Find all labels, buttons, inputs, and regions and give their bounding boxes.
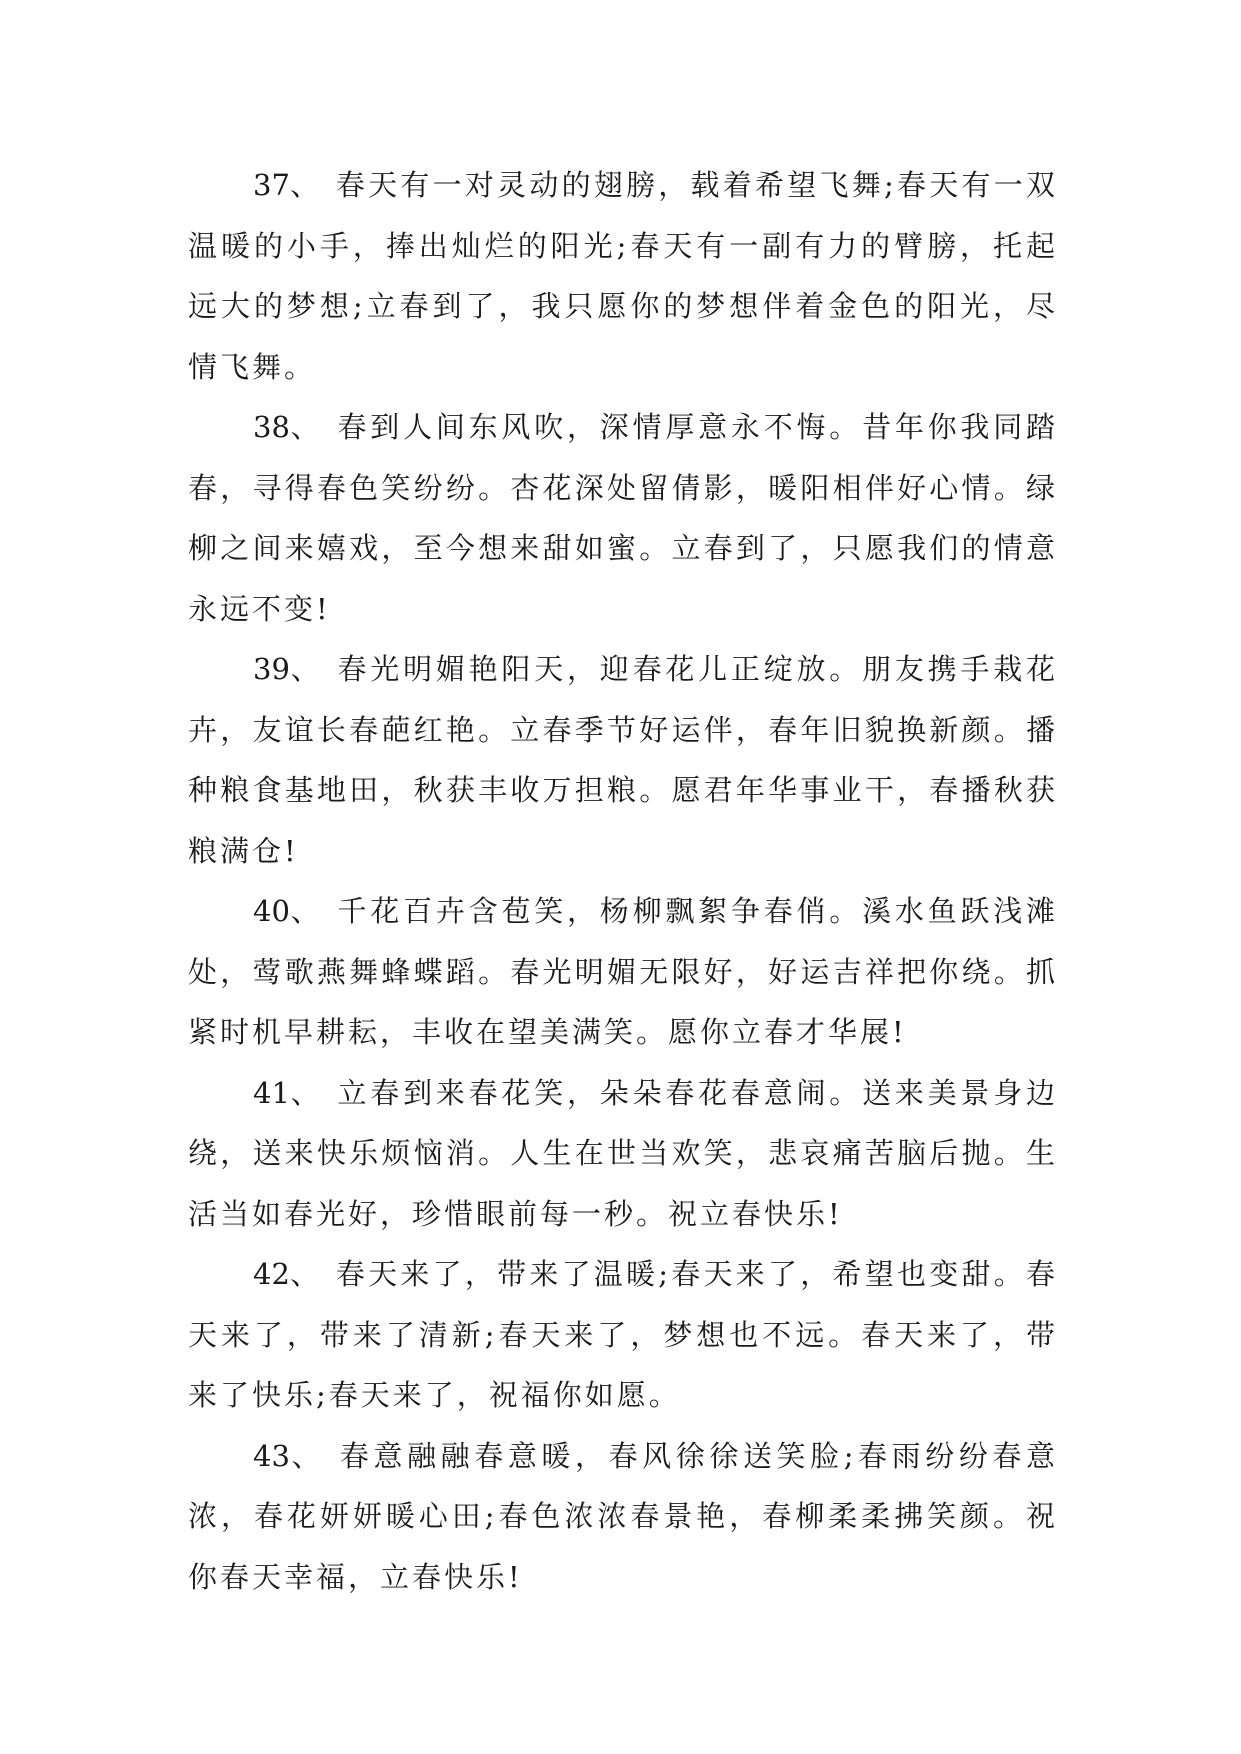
paragraph-text: 春到人间东风吹，深情厚意永不悔。昔年你我同踏春，寻得春色笑纷纷。杏花深处留倩影，暖阳相伴好心情。绿柳之间来嬉戏，至今想来甜如蜜。立春到了，只愿我们的情意永远不变!: [188, 410, 1059, 626]
paragraph-41: [188, 1063, 1058, 1245]
paragraph-text: 千花百卉含苞笑，杨柳飘絮争春俏。溪水鱼跃浅滩处，莺歌燕舞蜂蝶蹈。春光明媚无限好，好运吉祥把你绕。抓紧时机早耕耘，丰收在望美满笑。愿你立春才华展!: [188, 894, 1059, 1049]
paragraph-text: 春意融融春意暖，春风徐徐送笑脸;春雨纷纷春意浓，春花妍妍暖心田;春色浓浓春景艳，春柳柔柔拂笑颜。祝你春天幸福，立春快乐!: [188, 1438, 1058, 1594]
paragraph-text: 春天来了，带来了温暖;春天来了，希望也变甜。春天来了，带来了清新;春天来了，梦想也不远。春天来了，带来了快乐;春天来了，祝福你如愿。: [188, 1257, 1058, 1412]
paragraph-39: [188, 639, 1058, 881]
paragraph-number: 37、: [253, 168, 320, 202]
paragraph-40: [188, 881, 1058, 1063]
paragraph-43: [188, 1426, 1058, 1608]
document-page: [188, 155, 1058, 1607]
paragraph-number: 40、: [253, 894, 321, 928]
paragraph-42: [188, 1244, 1058, 1426]
paragraph-38: [188, 397, 1058, 639]
paragraph-number: 43、: [253, 1438, 323, 1473]
paragraph-text: 立春到来春花笑，朵朵春花春意闹。送来美景身边绕，送来快乐烦恼消。人生在世当欢笑，悲哀痛苦脑后抛。生活当如春光好，珍惜眼前每一秒。祝立春快乐!: [188, 1075, 1059, 1231]
paragraph-number: 41、: [253, 1075, 321, 1110]
paragraph-text: 春光明媚艳阳天，迎春花儿正绽放。朋友携手栽花卉，友谊长春葩红艳。立春季节好运伴，春年旧貌换新颜。播种粮食基地田，秋获丰收万担粮。愿君年华事业干，春播秋获粮满仓!: [188, 652, 1059, 868]
paragraph-number: 42、: [253, 1257, 320, 1291]
paragraph-37: [188, 155, 1058, 397]
paragraph-number: 39、: [253, 652, 321, 686]
paragraph-number: 38、: [253, 410, 321, 444]
paragraph-text: 春天有一对灵动的翅膀，载着希望飞舞;春天有一双温暖的小手，捧出灿烂的阳光;春天有一副有力的臂膀，托起远大的梦想;立春到了，我只愿你的梦想伴着金色的阳光，尽情飞舞。: [188, 168, 1058, 384]
